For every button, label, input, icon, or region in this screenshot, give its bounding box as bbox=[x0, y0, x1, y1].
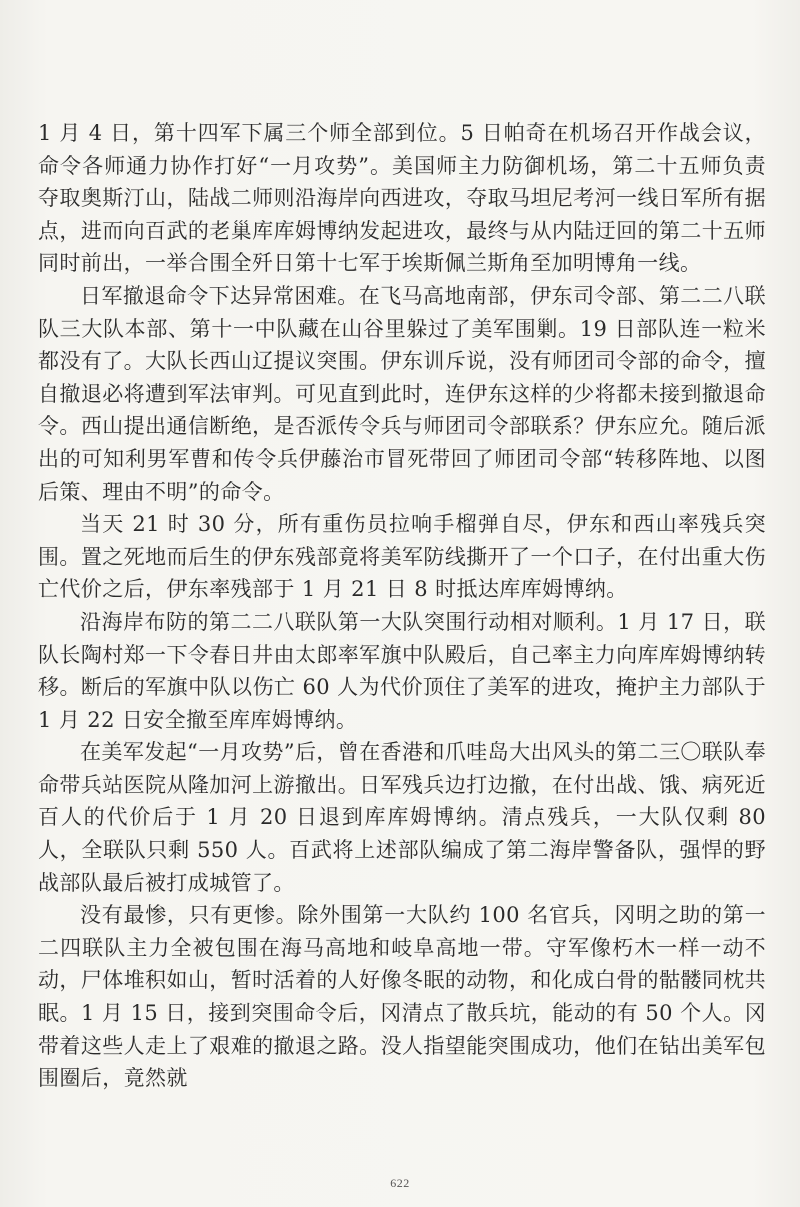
page-number: 622 bbox=[390, 1176, 410, 1190]
paragraph-4: 沿海岸布防的第二二八联队第一大队突围行动相对顺利。1 月 17 日，联队长陶村郑一下令春日井由太郎率军旗中队殿后，自己率主力向库库姆博纳转移。断后的军旗中队以伤亡 60 人为代价顶住了美军的进攻，掩护主力部队于 1 月 22 日安全撤至库库姆博纳。 bbox=[38, 609, 766, 732]
paragraph-3: 当天 21 时 30 分，所有重伤员拉响手榴弹自尽，伊东和西山率残兵突围。置之死地而后生的伊东残部竟将美军防线撕开了一个口子，在付出重大伤亡代价之后，伊东率残部于 1 月 21 日 8 时抵达库库姆博纳。 bbox=[38, 512, 766, 602]
paragraph-6: 没有最惨，只有更惨。除外围第一大队约 100 名官兵，冈明之助的第一二四联队主力全被包围在海马高地和岐阜高地一带。守军像朽木一样一动不动，尸体堆积如山，暂时活着的人好像冬眠的动物，和化成白骨的骷髅同枕共眠。1 月 15 日，接到突围命令后，冈清点了散兵坑，能动的有 50 个人。冈带着这些人走上了艰难的撤退之路。没人指望能突围成功，他们在钻出美军包围圈后，竟然就 bbox=[38, 903, 766, 1091]
paragraph-5: 在美军发起“一月攻势”后，曾在香港和爪哇岛大出风头的第二三〇联队奉命带兵站医院从隆加河上游撤出。日军残兵边打边撤，在付出战、饿、病死近百人的代价后于 1 月 20 日退到库库姆博纳。清点残兵，一大队仅剩 80 人，全联队只剩 550 人。百武将上述部队编成了第二海岸警备队，强悍的野战部队最后被打成城管了。 bbox=[38, 740, 766, 895]
paragraph-2: 日军撤退命令下达异常困难。在飞马高地南部，伊东司令部、第二二八联队三大队本部、第十一中队藏在山谷里躲过了美军围剿。19 日部队连一粒米都没有了。大队长西山辽提议突围。伊东训斥说，没有师团司令部的命令，擅自撤退必将遭到军法审判。可见直到此时，连伊东这样的少将都未接到撤退命令。西山提出通信断绝，是否派传令兵与师团司令部联系？伊东应允。随后派出的可知利男军曹和传令兵伊藤治市冒死带回了师团司令部“转移阵地、以图后策、理由不明”的命令。 bbox=[38, 283, 766, 504]
body-text bbox=[38, 117, 766, 1095]
paragraph-1: 1 月 4 日，第十四军下属三个师全部到位。5 日帕奇在机场召开作战会议，命令各师通力协作打好“一月攻势”。美国师主力防御机场，第二十五师负责夺取奥斯汀山，陆战二师则沿海岸向西进攻，夺取马坦尼考河一线日军所有据点，进而向百武的老巢库库姆博纳发起进攻，最终与从内陆迂回的第二十五师同时前出，一举合围全歼日第十七军于埃斯佩兰斯角至加明博角一线。 bbox=[38, 121, 766, 276]
